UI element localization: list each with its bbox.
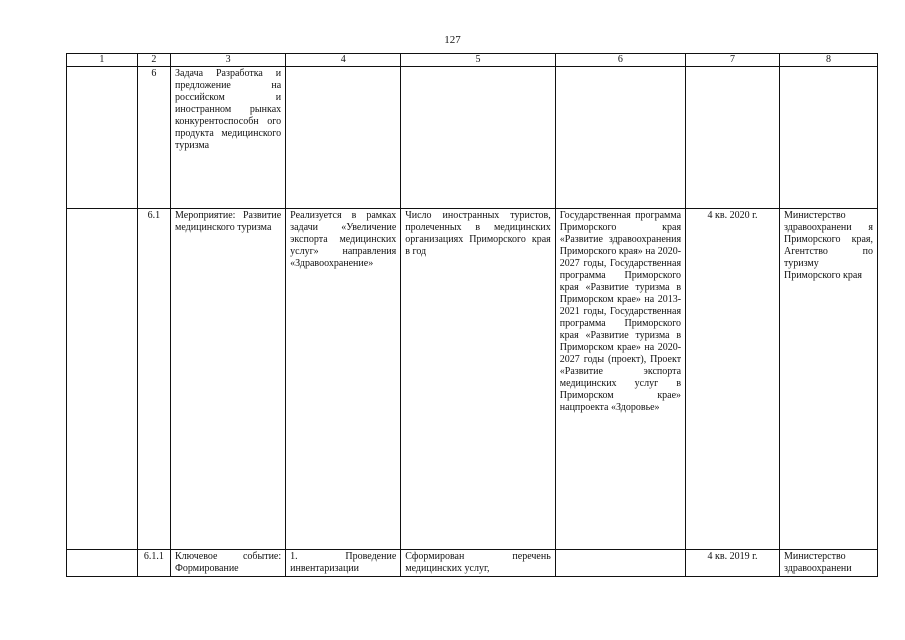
column-header: 6 xyxy=(555,54,685,67)
column-header: 3 xyxy=(171,54,286,67)
responsible-cell: Министерство здравоохранени xyxy=(779,550,877,577)
plan-table xyxy=(66,53,878,577)
indicator-cell: Число иностранных туристов, пролеченных в медицинских организациях Приморского края в год xyxy=(401,209,556,550)
event-cell: Ключевое событие: Формирование xyxy=(171,550,286,577)
page-number: 127 xyxy=(444,34,461,46)
column-header: 8 xyxy=(779,54,877,67)
column-header: 1 xyxy=(67,54,138,67)
column-header: 5 xyxy=(401,54,556,67)
program-cell: Государственная программа Приморского края «Развитие здравоохранения Приморского края» на 2020-2027 годы, Государственная программа Приморского края «Развитие туризма в Приморском крае» на 2013-2021 годы, Государственная программа Приморского края «Развитие туризма в Приморском крае» на 2020-2027 годы (проект), Проект «Развитие экспорта медицинских услуг в Приморском крае» нацпроекта «Здоровье» xyxy=(555,209,685,550)
row-number: 6.1.1 xyxy=(137,550,170,577)
table-cell xyxy=(779,67,877,209)
table-cell xyxy=(555,67,685,209)
table-cell xyxy=(67,209,138,550)
table-cell xyxy=(401,67,556,209)
responsible-cell: Министерство здравоохранени я Приморского края, Агентство по туризму Приморского края xyxy=(779,209,877,550)
deadline-cell: 4 кв. 2019 г. xyxy=(686,550,780,577)
indicator-cell: Сформирован перечень медицинских услуг, xyxy=(401,550,556,577)
table-row xyxy=(67,550,878,577)
implementation-cell: Реализуется в рамках задачи «Увеличение экспорта медицинских услуг» направления «Здравоохранение» xyxy=(286,209,401,550)
column-header: 7 xyxy=(686,54,780,67)
implementation-cell: 1. Проведение инвентаризации xyxy=(286,550,401,577)
table-cell xyxy=(286,67,401,209)
table-cell xyxy=(67,67,138,209)
table-cell xyxy=(67,550,138,577)
table-row xyxy=(67,209,878,550)
column-header: 4 xyxy=(286,54,401,67)
row-number: 6 xyxy=(137,67,170,209)
column-header: 2 xyxy=(137,54,170,67)
row-number: 6.1 xyxy=(137,209,170,550)
table-cell xyxy=(686,67,780,209)
activity-cell: Мероприятие: Развитие медицинского туризма xyxy=(171,209,286,550)
header-row xyxy=(67,54,878,67)
deadline-cell: 4 кв. 2020 г. xyxy=(686,209,780,550)
task-cell: Задача Разработка и предложение на российском и иностранном рынках конкурентоспособн ого продукта медицинского туризма xyxy=(171,67,286,209)
table-row xyxy=(67,67,878,209)
program-cell xyxy=(555,550,685,577)
